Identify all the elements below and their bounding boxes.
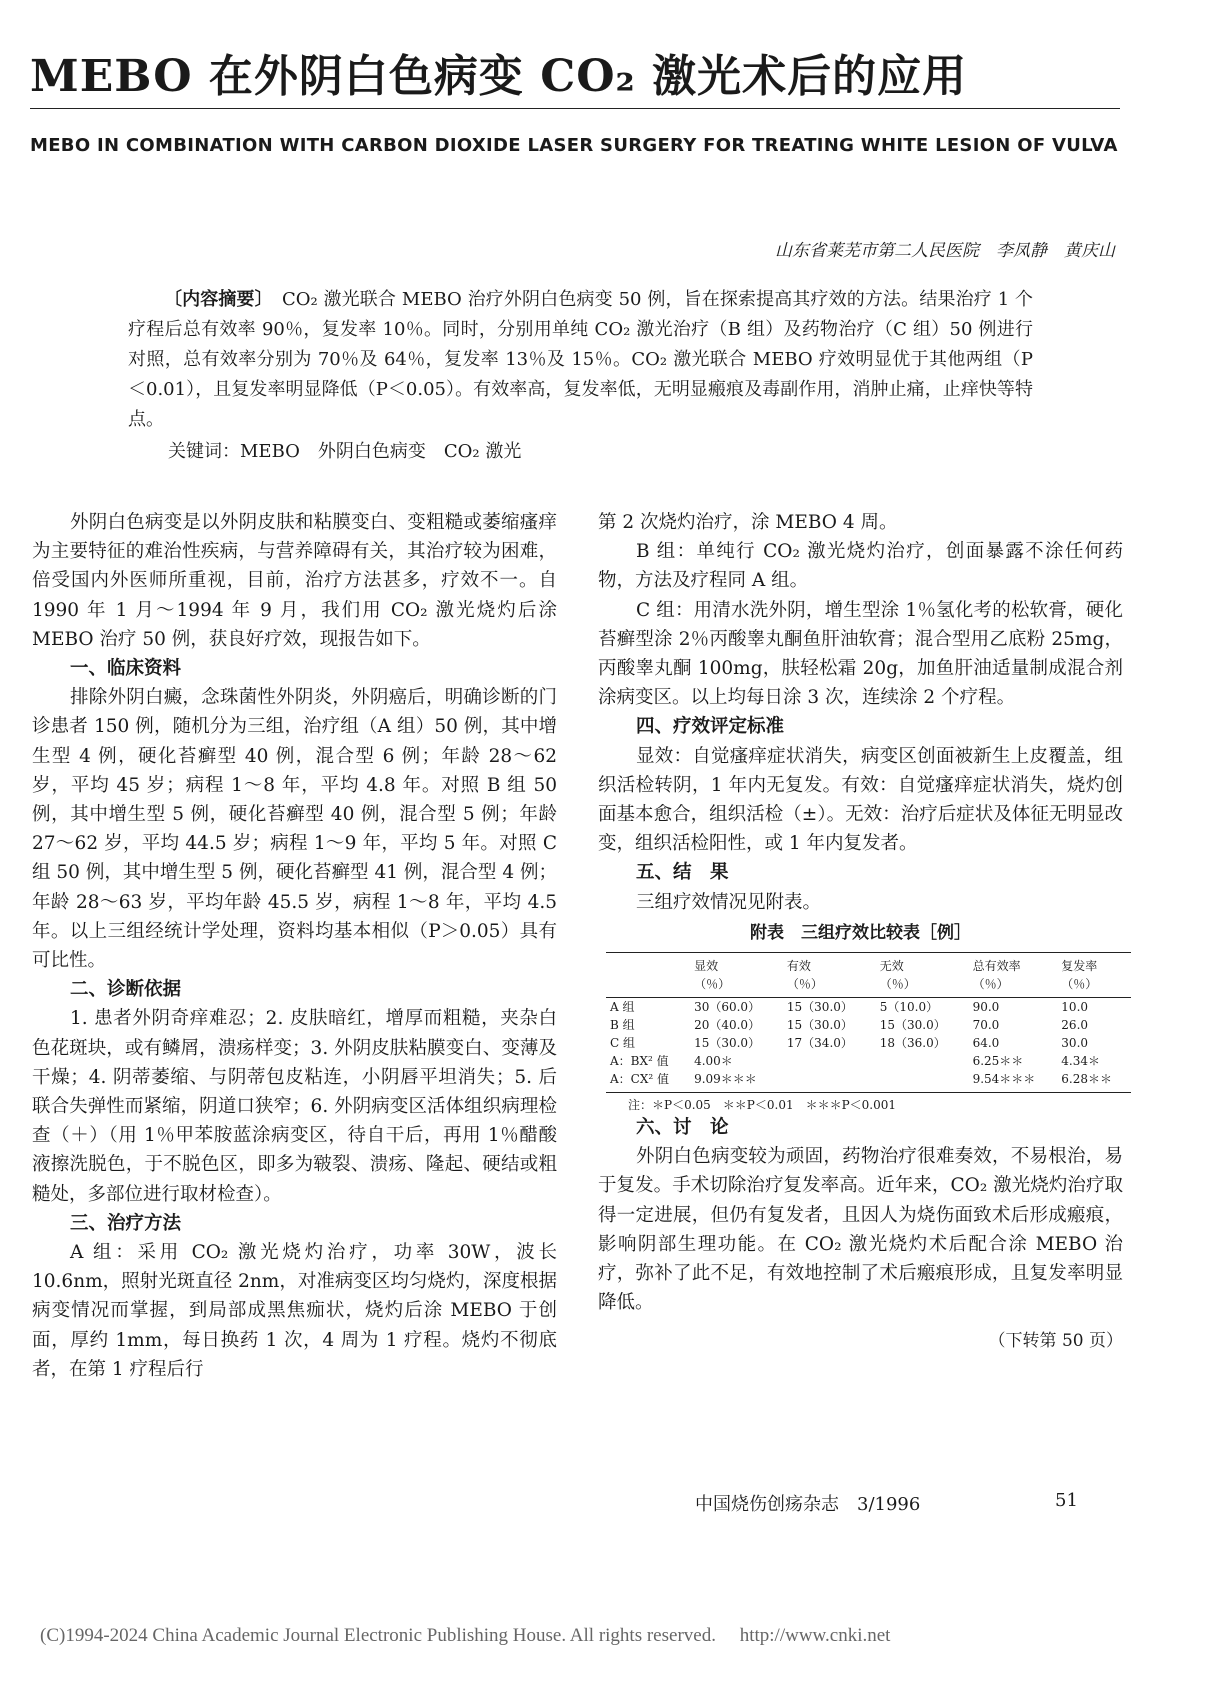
results-table (606, 952, 1131, 1093)
table-cell: 9.54＊＊＊ (969, 1070, 1058, 1093)
english-title: MEBO IN COMBINATION WITH CARBON DIOXIDE LASER SURGERY FOR TREATING WHITE LESION OF VULVA (30, 135, 1118, 156)
table-cell: 15（30.0） (786, 1000, 853, 1015)
table-unit-cell: （％） (1057, 975, 1131, 998)
table-cell: 9.09＊＊＊ (690, 1070, 783, 1093)
table-cell: A：BX² 值 (610, 1054, 669, 1069)
table-cell: 26.0 (1061, 1018, 1089, 1033)
table-row (606, 998, 1131, 1017)
title-rule (30, 108, 1120, 109)
table-cell: 15（30.0） (879, 1018, 946, 1033)
table-cell: 30（60.0） (694, 1000, 761, 1015)
table-cell: 64.0 (972, 1036, 1000, 1051)
abstract-label: 〔内容摘要〕 (164, 289, 264, 310)
table-cell: 5（10.0） (879, 1000, 939, 1015)
table-cell: 6.25＊＊ (972, 1054, 1024, 1069)
table-header-cell (606, 953, 690, 976)
abstract-text: CO₂ 激光联合 MEBO 治疗外阴白色病变 50 例，旨在探索提高其疗效的方法。结果治疗 1 个疗程后总有效率 90％，复发率 10％。同时，分别用单纯 CO₂ 激光治疗（B 组）及药物治疗（C 组）50 例进行对照，总有效率分别为 70％及 64％，复发率 13％及 15％。CO₂ 激光联合 MEBO 疗效明显优于其他两组（P＜0.01），且复发率明显降低（P＜0.05）。有效率高，复发率低，无明显瘢痕及毒副作用，消肿止痛，止痒快等特点。 (128, 289, 1034, 430)
table-row (606, 1034, 1131, 1052)
table-cell: 20（40.0） (694, 1018, 761, 1033)
table-header-cell: 复发率 (1057, 953, 1131, 976)
table-cell: A 组 (610, 1000, 635, 1015)
table-unit-row (606, 975, 1131, 998)
diagnosis-paragraph: 1. 患者外阴奇痒难忍；2. 皮肤暗红，增厚而粗糙，夹杂白色花斑块，或有鳞屑，溃疡样变；3. 外阴皮肤粘膜变白、变薄及干燥；4. 阴蒂萎缩、与阴蒂包皮粘连，小阴唇平坦消失；5. 后联合失弹性而紧缩，阴道口狭窄；6. 外阴病变区活体组织病理检查（＋）（用 1％甲苯胺蓝涂病变区，待自干后，再用 1％醋酸液擦洗脱色，于不脱色区，即多为皲裂、溃疡、隆起、硬结或粗糙处，多部位进行取材检查）。 (32, 1008, 557, 1205)
table-note: 注：＊P＜0.05 ＊＊P＜0.01 ＊＊＊P＜0.001 (628, 1098, 897, 1113)
table-cell: 30.0 (1061, 1036, 1089, 1051)
treatment-a-continued: 第 2 次烧灼治疗，涂 MEBO 4 周。 (598, 512, 898, 533)
treatment-c-paragraph: C 组：用清水洗外阴，增生型涂 1％氢化考的松软膏，硬化苔癣型涂 2％丙酸睾丸酮鱼肝油软膏；混合型用乙底粉 25mg，丙酸睾丸酮 100mg，肤轻松霜 20g，加鱼肝油适量制成混合剂涂病变区。以上均每日涂 3 次，连续涂 2 个疗程。 (598, 599, 1123, 709)
table-unit-cell: （％） (783, 975, 876, 998)
section-heading-discussion: 六、讨 论 (636, 1117, 729, 1139)
section-heading-results: 五、结 果 (636, 862, 729, 884)
table-cell: 17（34.0） (786, 1036, 853, 1051)
table-header-row (606, 953, 1131, 976)
intro-paragraph: 外阴白色病变是以外阴皮肤和粘膜变白、变粗糙或萎缩瘙痒为主要特征的难治性疾病，与营养障碍有关，其治疗较为困难，倍受国内外医师所重视，目前，治疗方法甚多，疗效不一。自 1990 年 1 月～1994 年 9 月，我们用 CO₂ 激光烧灼后涂 MEBO 治疗 50 例，获良好疗效，现报告如下。 (32, 512, 557, 650)
table-header-cell: 总有效率 (969, 953, 1058, 976)
criteria-paragraph: 显效：自觉瘙痒症状消失，病变区创面被新生上皮覆盖，组织活检转阴，1 年内无复发。有效：自觉瘙痒症状消失，烧灼创面基本愈合，组织活检（±）。无效：治疗后症状及体征无明显改变，组织活检阳性，或 1 年内复发者。 (598, 745, 1123, 855)
continued-note: （下转第 50 页） (988, 1331, 1123, 1352)
table-cell: 4.00＊ (694, 1054, 733, 1069)
treatment-a-paragraph: A 组：采用 CO₂ 激光烧灼治疗，功率 30W，波长 10.6nm，照射光斑直径 2nm，对准病变区均匀烧灼，深度根据病变情况而掌握，到局部成黑焦痂状，烧灼后涂 MEBO 于创面，厚约 1mm，每日换药 1 次，4 周为 1 疗程。烧灼不彻底者，在第 1 疗程后行 (32, 1242, 557, 1380)
table-unit-cell (606, 975, 690, 998)
journal-footer: 中国烧伤创疡杂志 3/1996 (695, 1494, 921, 1515)
table-cell: 90.0 (972, 1000, 1000, 1015)
table-cell: 15（30.0） (694, 1036, 761, 1051)
copyright-line: (C)1994-2024 China Academic Journal Electronic Publishing House. All rights reserved. http://www.cnki.net (40, 1625, 891, 1646)
table-cell (876, 1070, 969, 1093)
table-cell (876, 1052, 969, 1070)
table-unit-cell: （％） (876, 975, 969, 998)
table-header-cell: 有效 (783, 953, 876, 976)
keywords: 关键词：MEBO 外阴白色病变 CO₂ 激光 (168, 441, 522, 462)
table-cell: C 组 (610, 1036, 635, 1051)
article-title: MEBO 在外阴白色病变 CO₂ 激光术后的应用 (30, 51, 968, 102)
table-cell: 15（30.0） (786, 1018, 853, 1033)
table-cell: 10.0 (1061, 1000, 1089, 1015)
table-row (606, 1016, 1131, 1034)
table-row (606, 1070, 1131, 1093)
abstract (128, 285, 1033, 467)
section-heading-diagnosis: 二、诊断依据 (70, 979, 182, 1001)
table-cell (783, 1052, 876, 1070)
section-heading-clinical: 一、临床资料 (70, 658, 182, 680)
table-row (606, 1052, 1131, 1070)
treatment-b-paragraph: B 组：单纯行 CO₂ 激光烧灼治疗，创面暴露不涂任何药物，方法及疗程同 A 组。 (598, 541, 1123, 592)
table-cell: 18（36.0） (879, 1036, 946, 1051)
authors: 山东省莱芜市第二人民医院 李凤静 黄庆山 (775, 241, 1115, 261)
right-column (598, 508, 1123, 1357)
table-cell: A：CX² 值 (606, 1070, 690, 1093)
table-unit-cell: （％） (690, 975, 783, 998)
page-number: 51 (1055, 1490, 1078, 1511)
clinical-paragraph: 排除外阴白癜，念珠菌性外阴炎，外阴癌后，明确诊断的门诊患者 150 例，随机分为三组，治疗组（A 组）50 例，其中增生型 4 例，硬化苔癣型 40 例，混合型 6 例；年龄 28～62 岁，平均 45 岁；病程 1～8 年，平均 4.8 年。对照 B 组 50 例，其中增生型 5 例，硬化苔癣型 40 例，混合型 5 例；年龄 27～62 岁，平均 44.5 岁；病程 1～9 年，平均 5 年。对照 C 组 50 例，其中增生型 5 例，硬化苔癣型 41 例，混合型 4 例；年龄 28～63 岁，平均年龄 45.5 岁，病程 1～8 年，平均 4.5 年。以上三组经统计学处理，资料均基本相似（P＞0.05）具有可比性。 (32, 687, 557, 972)
table-cell (783, 1070, 876, 1093)
table-header-cell: 无效 (876, 953, 969, 976)
discussion-paragraph: 外阴白色病变较为顽固，药物治疗很难奏效，不易根治，易于复发。手术切除治疗复发率高。近年来，CO₂ 激光烧灼治疗取得一定进展，但仍有复发者，且因人为烧伤面致术后形成瘢痕，影响阴部生理功能。在 CO₂ 激光烧灼术后配合涂 MEBO 治疗，弥补了此不足，有效地控制了术后瘢痕形成，且复发率明显降低。 (598, 1146, 1123, 1314)
results-paragraph: 三组疗效情况见附表。 (636, 891, 822, 913)
table-caption: 附表 三组疗效比较表［例］ (750, 922, 971, 943)
section-heading-criteria: 四、疗效评定标准 (636, 716, 785, 738)
table-header-cell: 显效 (690, 953, 783, 976)
table-cell: 4.34＊ (1061, 1054, 1101, 1069)
table-unit-cell: （％） (969, 975, 1058, 998)
left-column (32, 508, 557, 1384)
section-heading-treatment: 三、治疗方法 (70, 1212, 182, 1234)
table-cell: B 组 (610, 1018, 635, 1033)
table-cell: 6.28＊＊ (1057, 1070, 1131, 1093)
table-cell: 70.0 (972, 1018, 1000, 1033)
